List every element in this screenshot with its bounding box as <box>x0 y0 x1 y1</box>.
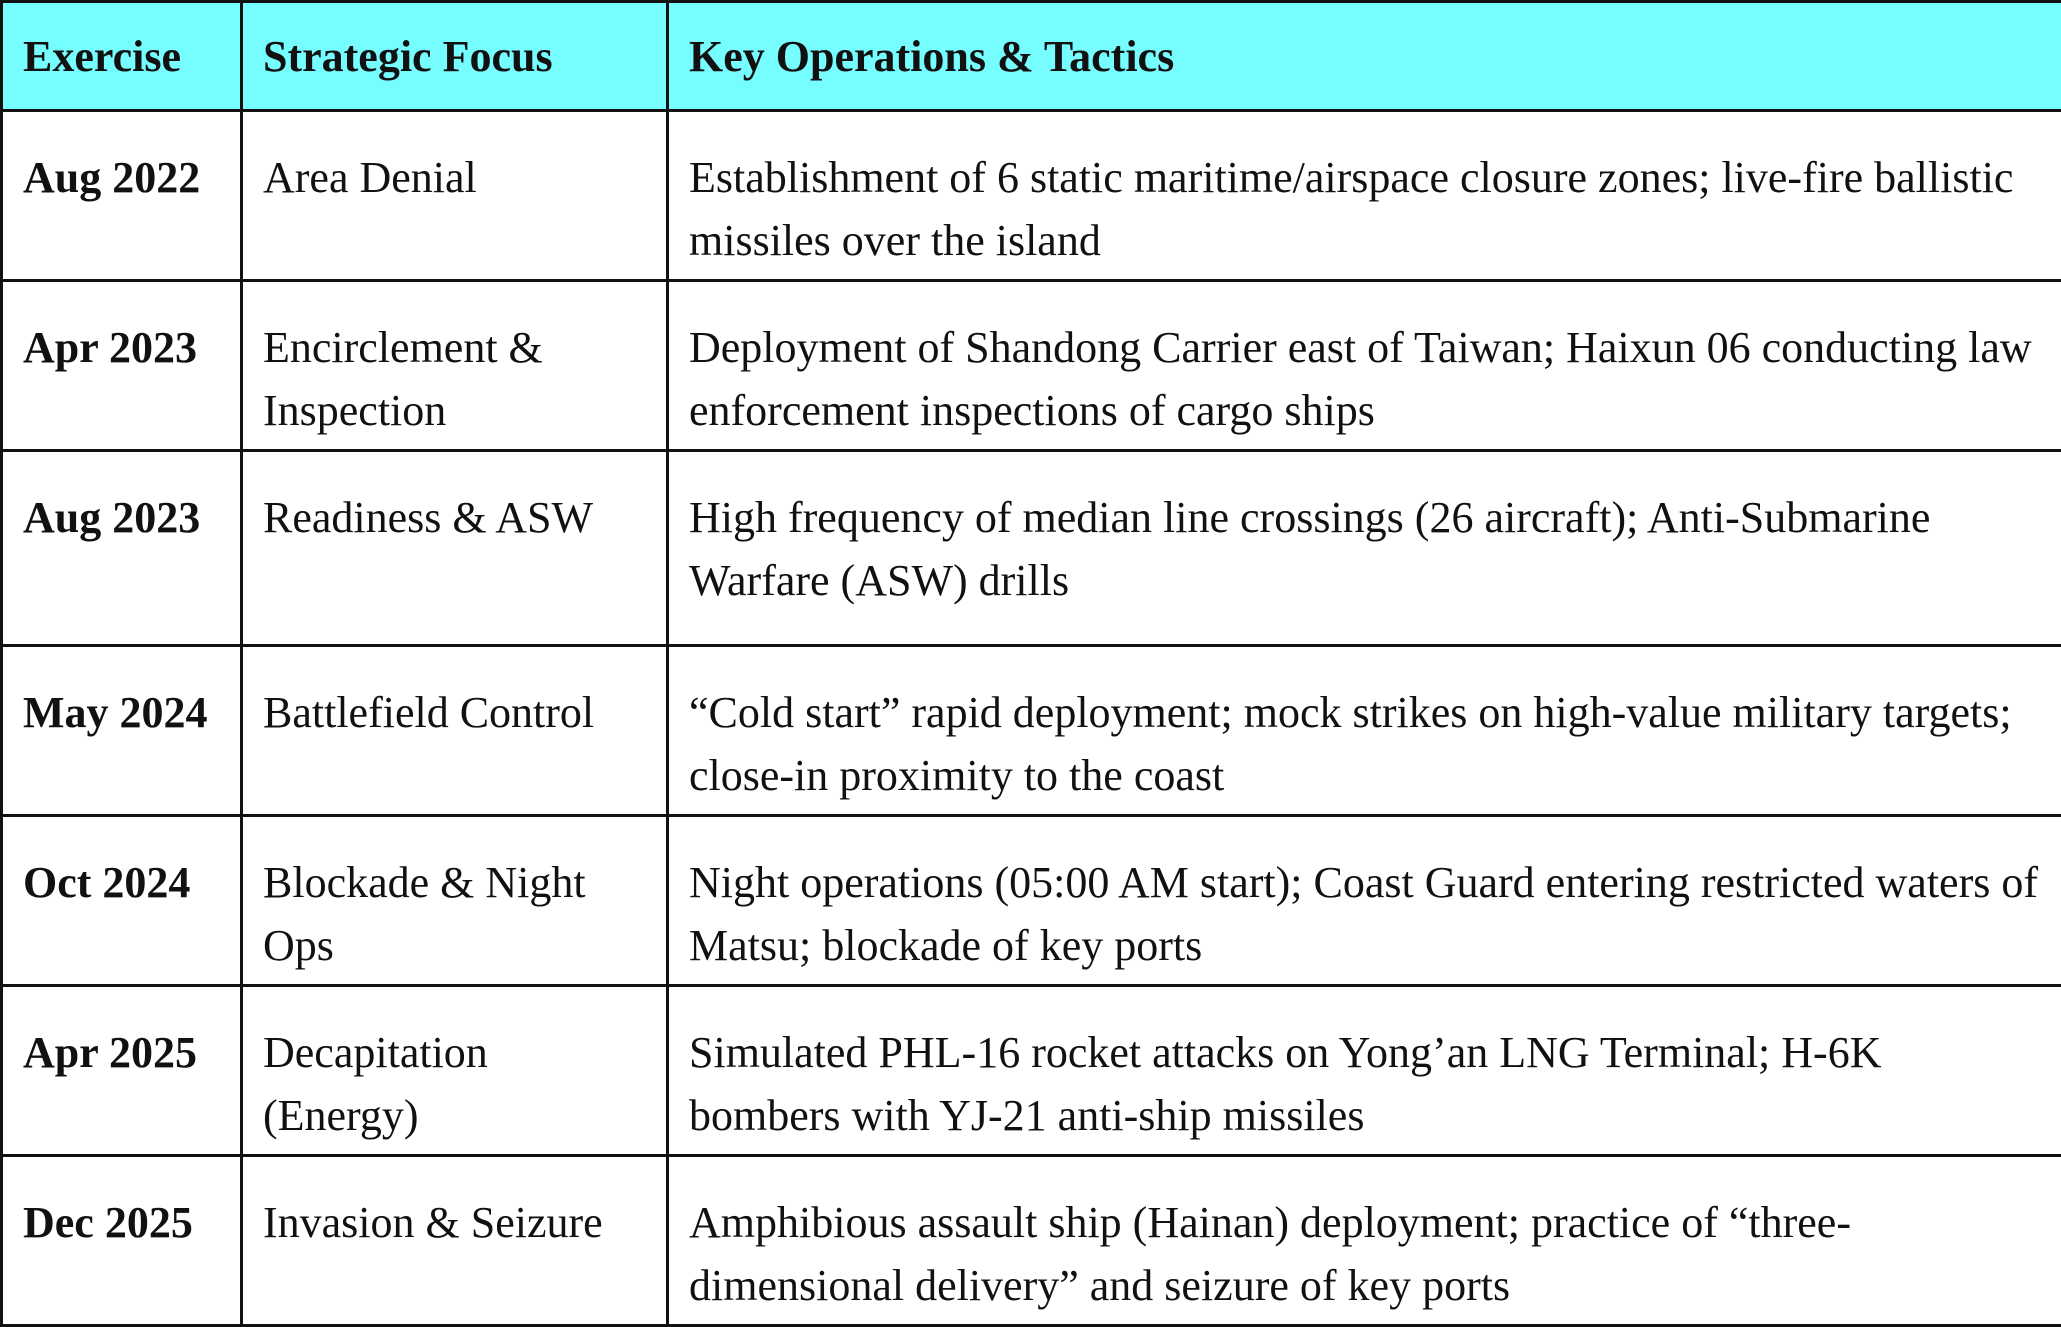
header-strategic-focus: Strategic Focus <box>242 2 668 111</box>
strategic-focus-cell: Decapitation (Energy) <box>242 986 668 1156</box>
exercise-cell: Dec 2025 <box>2 1156 242 1326</box>
table-row <box>2 451 2061 646</box>
key-operations-cell: Simulated PHL-16 rocket attacks on Yong’an LNG Terminal; H-6K bombers with YJ-21 anti-ship missiles <box>668 986 2061 1156</box>
exercise-cell: May 2024 <box>2 646 242 816</box>
table-row <box>2 111 2061 281</box>
key-operations-cell: Night operations (05:00 AM start); Coast Guard entering restricted waters of Matsu; blockade of key ports <box>668 816 2061 986</box>
table-header-row <box>2 2 2061 111</box>
key-operations-cell: High frequency of median line crossings (26 aircraft); Anti-Submarine Warfare (ASW) drills <box>668 451 2061 646</box>
table-row <box>2 281 2061 451</box>
exercise-cell: Aug 2023 <box>2 451 242 646</box>
key-operations-cell: Establishment of 6 static maritime/airspace closure zones; live-fire ballistic missiles over the island <box>668 111 2061 281</box>
strategic-focus-cell: Blockade & Night Ops <box>242 816 668 986</box>
table-row <box>2 986 2061 1156</box>
strategic-focus-cell: Area Denial <box>242 111 668 281</box>
table-row <box>2 816 2061 986</box>
strategic-focus-cell: Readiness & ASW <box>242 451 668 646</box>
strategic-focus-cell: Encirclement & Inspection <box>242 281 668 451</box>
exercise-cell: Apr 2023 <box>2 281 242 451</box>
table-row <box>2 1156 2061 1326</box>
header-exercise: Exercise <box>2 2 242 111</box>
exercise-cell: Oct 2024 <box>2 816 242 986</box>
strategic-focus-cell: Battlefield Control <box>242 646 668 816</box>
key-operations-cell: Deployment of Shandong Carrier east of Taiwan; Haixun 06 conducting law enforcement inspections of cargo ships <box>668 281 2061 451</box>
table-row <box>2 646 2061 816</box>
strategic-focus-cell: Invasion & Seizure <box>242 1156 668 1326</box>
exercise-cell: Apr 2025 <box>2 986 242 1156</box>
header-key-operations: Key Operations & Tactics <box>668 2 2061 111</box>
exercise-cell: Aug 2022 <box>2 111 242 281</box>
key-operations-cell: “Cold start” rapid deployment; mock strikes on high-value military targets; close-in proximity to the coast <box>668 646 2061 816</box>
key-operations-cell: Amphibious assault ship (Hainan) deployment; practice of “three-dimensional delivery” and seizure of key ports <box>668 1156 2061 1326</box>
